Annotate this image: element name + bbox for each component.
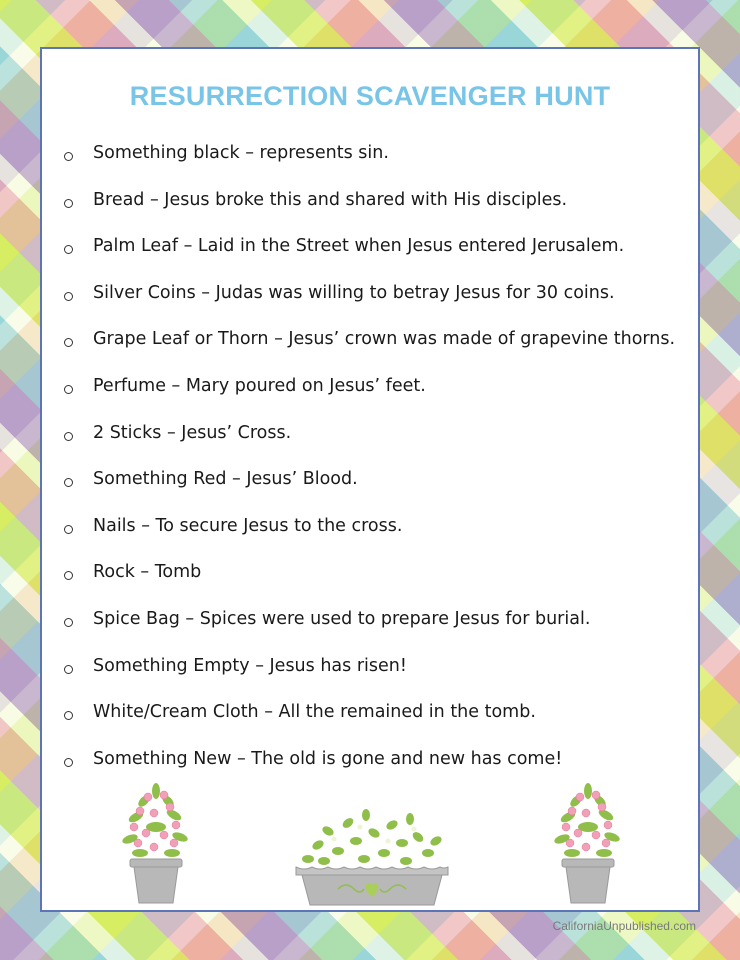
list-item-text: Perfume – Mary poured on Jesus’ feet. [93, 375, 426, 396]
list-item-text: Grape Leaf or Thorn – Jesus’ crown was made of grapevine thorns. [93, 329, 676, 350]
list-item-text: Something Empty – Jesus has risen! [93, 655, 407, 676]
list-item [64, 329, 694, 376]
list-item-text: Nails – To secure Jesus to the cross. [93, 515, 403, 536]
bullet-circle-icon [64, 432, 73, 441]
bullet-circle-icon [64, 245, 73, 254]
scavenger-list [64, 143, 694, 795]
list-item [64, 469, 694, 516]
list-item [64, 283, 694, 330]
bullet-circle-icon [64, 292, 73, 301]
checklist-card [40, 47, 700, 912]
list-item [64, 562, 694, 609]
bullet-circle-icon [64, 525, 73, 534]
list-item-text: Bread – Jesus broke this and shared with His disciples. [93, 189, 568, 210]
list-item-text: Something New – The old is gone and new has come! [93, 748, 563, 769]
list-item-text: Spice Bag – Spices were used to prepare Jesus for burial. [93, 608, 591, 629]
list-item [64, 702, 694, 749]
list-item [64, 656, 694, 703]
bullet-circle-icon [64, 711, 73, 720]
bullet-circle-icon [64, 338, 73, 347]
flower-pot-icon [548, 777, 628, 907]
list-item [64, 376, 694, 423]
list-item-text: Palm Leaf – Laid in the Street when Jesus entered Jerusalem. [93, 236, 625, 257]
bullet-circle-icon [64, 758, 73, 767]
list-item [64, 609, 694, 656]
bullet-circle-icon [64, 385, 73, 394]
page-title: RESURRECTION SCAVENGER HUNT [129, 81, 611, 111]
flower-pot-icon [116, 777, 196, 907]
site-watermark: CaliforniaUnpublished.com [552, 919, 696, 933]
list-item [64, 143, 694, 190]
bullet-circle-icon [64, 152, 73, 161]
bullet-circle-icon [64, 478, 73, 487]
bullet-circle-icon [64, 571, 73, 580]
bullet-circle-icon [64, 199, 73, 208]
list-item [64, 236, 694, 283]
planter-box-icon [294, 801, 450, 911]
list-item [64, 423, 694, 470]
bullet-circle-icon [64, 618, 73, 627]
list-item-text: Something Red – Jesus’ Blood. [93, 469, 358, 490]
bullet-circle-icon [64, 665, 73, 674]
list-item-text: Rock – Tomb [93, 562, 202, 583]
list-item [64, 190, 694, 237]
list-item-text: Silver Coins – Judas was willing to betray Jesus for 30 coins. [93, 282, 615, 303]
list-item [64, 516, 694, 563]
list-item-text: White/Cream Cloth – All the remained in the tomb. [93, 702, 536, 723]
list-item-text: 2 Sticks – Jesus’ Cross. [93, 422, 292, 443]
list-item-text: Something black – represents sin. [93, 143, 389, 163]
